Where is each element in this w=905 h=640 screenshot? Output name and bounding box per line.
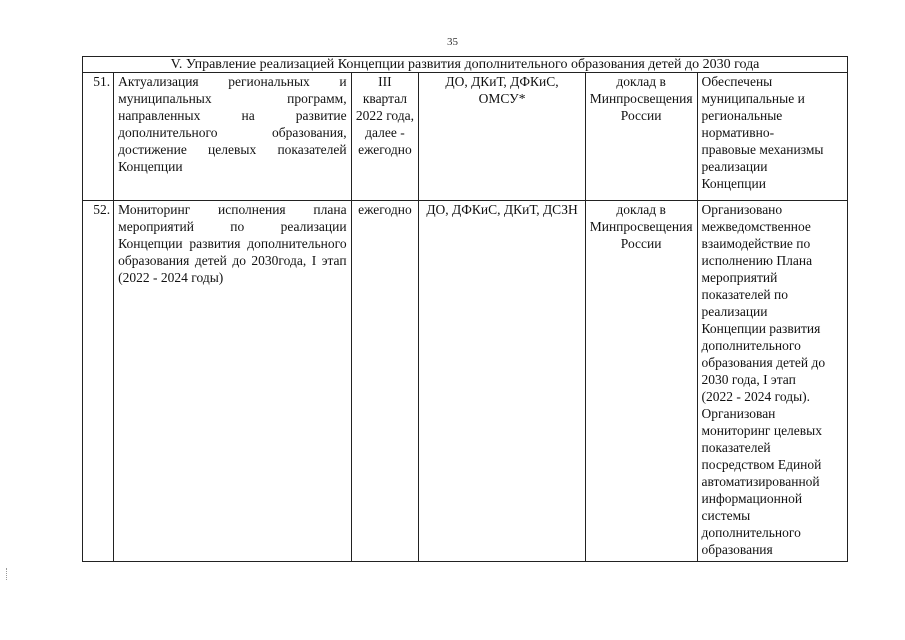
result-cell <box>697 201 847 562</box>
scan-artifact <box>6 568 10 580</box>
result-line: муниципальные и <box>701 91 805 106</box>
result-line: Обеспечены <box>701 74 773 89</box>
page-number: 35 <box>447 36 458 48</box>
plan-table <box>82 56 848 562</box>
term-cell <box>351 201 419 562</box>
section-title: V. Управление реализацией Концепции развития дополнительного образования детей до 2030 года <box>83 57 848 73</box>
term-line: ежегодно <box>358 142 412 157</box>
term-line: III <box>378 74 392 89</box>
result-line: Организован <box>701 406 776 421</box>
result-line: региональные <box>701 108 783 123</box>
term-line: квартал <box>362 91 408 106</box>
activity-text: Мониторинг исполнения плана мероприятий по реализации Концепции развития дополнительного образования детей до 2030года, I этап (2022 - 2024 годы) <box>114 201 351 562</box>
term-line: ежегодно <box>358 202 412 217</box>
result-line: (2022 - 2024 годы). <box>701 389 811 404</box>
table-row <box>83 73 848 201</box>
result-line: образования детей до <box>701 355 826 370</box>
result-cell <box>697 73 847 201</box>
result-line: нормативно- <box>701 125 775 140</box>
result-line: Концепции развития <box>701 321 821 336</box>
responsible-cell: ДО, ДКиТ, ДФКиС, ОМСУ* <box>419 73 586 201</box>
result-line: мониторинг целевых <box>701 423 822 438</box>
result-line: посредством Единой <box>701 457 822 472</box>
table-row <box>83 201 848 562</box>
result-line: показателей по <box>701 287 789 302</box>
result-line: взаимодействие по <box>701 236 811 251</box>
result-line: 2030 года, I этап <box>701 372 796 387</box>
result-line: автоматизированной <box>701 474 820 489</box>
section-header-row <box>83 57 848 73</box>
result-line: Организовано <box>701 202 783 217</box>
result-line: информационной <box>701 491 803 506</box>
result-line: образования <box>701 542 773 557</box>
term-line: далее - <box>365 125 405 140</box>
result-line: реализации <box>701 304 768 319</box>
responsible-cell: ДО, ДФКиС, ДКиТ, ДСЗН <box>419 201 586 562</box>
term-line: 2022 года, <box>355 108 415 123</box>
term-cell <box>351 73 419 201</box>
activity-text: Актуализация региональных и муниципальных программ, направленных на развитие дополнительного образования, достижение целевых показателей Концепции <box>114 73 351 201</box>
result-line: правовые механизмы <box>701 142 824 157</box>
result-line: исполнению Плана <box>701 253 813 268</box>
document-cell: доклад в Минпросвещения России <box>585 201 697 562</box>
document-cell: доклад в Минпросвещения России <box>585 73 697 201</box>
result-line: мероприятий <box>701 270 778 285</box>
result-line: межведомственное <box>701 219 811 234</box>
row-number: 51. <box>83 73 114 201</box>
result-line: реализации <box>701 159 768 174</box>
result-line: дополнительного <box>701 338 801 353</box>
result-line: системы <box>701 508 751 523</box>
result-line: показателей <box>701 440 771 455</box>
row-number: 52. <box>83 201 114 562</box>
result-line: дополнительного <box>701 525 801 540</box>
result-line: Концепции <box>701 176 766 191</box>
